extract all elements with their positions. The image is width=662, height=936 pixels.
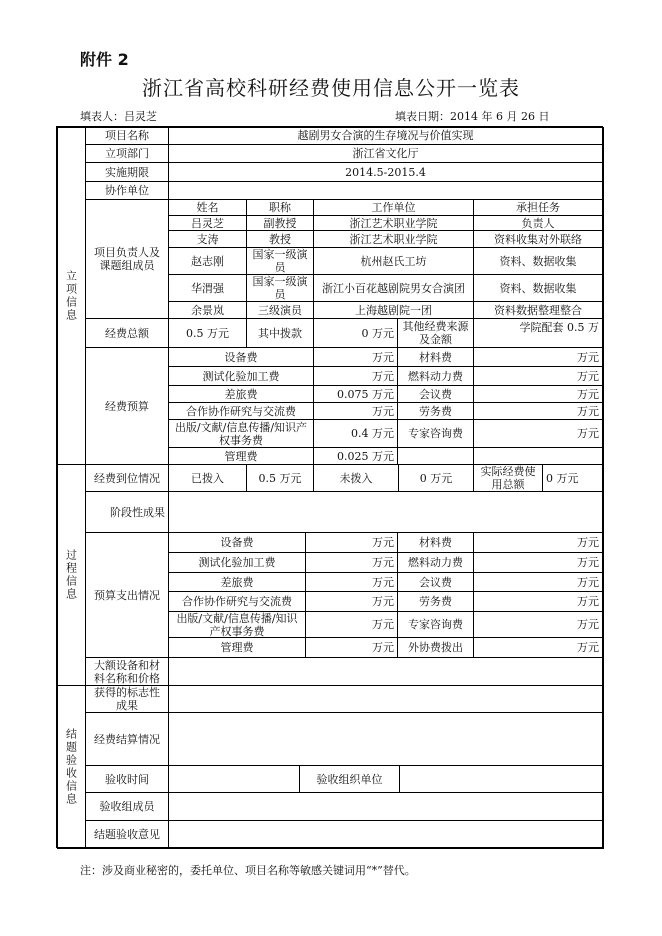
budget-item: 合作协作研究与交流费	[168, 402, 314, 420]
accept-time-label: 验收时间	[85, 765, 169, 793]
budget-item: 测试化验加工费	[168, 366, 314, 386]
member-unit: 浙江艺术职业学院	[313, 215, 474, 231]
member-unit: 浙江艺术职业学院	[313, 230, 474, 248]
section-process	[56, 464, 86, 686]
spend-value: 万元	[305, 572, 398, 592]
members-label: 项目负责人及课题组成员	[85, 199, 169, 319]
total-label: 经费总额	[85, 318, 169, 348]
member-unit: 上海越剧院一团	[313, 301, 474, 319]
budget-value2	[473, 447, 603, 465]
spend-item: 设备费	[168, 532, 306, 553]
members-header-title: 职称	[246, 199, 314, 216]
spend-item2: 材料费	[397, 532, 474, 553]
unallocated-value: 0 万元	[398, 464, 474, 492]
actual-usage-label: 实际经费使用总额	[473, 464, 543, 492]
budget-item2: 材料费	[397, 347, 474, 367]
budget-value: 0.075 万元	[313, 385, 398, 403]
member-task: 资料数据整理整合	[473, 301, 603, 319]
member-name: 华渭强	[168, 274, 247, 302]
members-header-unit: 工作单位	[313, 199, 474, 216]
stage-results-label: 阶段性成果	[85, 491, 169, 533]
spend-value2: 万元	[473, 532, 603, 553]
budget-item: 出版/文献/信息传播/知识产权事务费	[168, 419, 314, 448]
budget-item: 管理费	[168, 447, 314, 465]
budget-item2: 会议费	[397, 385, 474, 403]
spend-item2: 外协费拨出	[397, 637, 474, 658]
budget-item: 差旅费	[168, 385, 314, 403]
spend-item2: 专家咨询费	[397, 611, 474, 638]
spend-label: 预算支出情况	[85, 532, 169, 658]
other-funding-value: 学院配套 0.5 万	[473, 318, 603, 348]
budget-value: 0.4 万元	[313, 419, 398, 448]
spend-item2: 劳务费	[397, 591, 474, 612]
section-completion	[56, 685, 86, 848]
equipment-value	[168, 657, 603, 686]
spend-value: 万元	[305, 591, 398, 612]
member-title: 国家一级演员	[246, 247, 314, 275]
footer-note: 注：涉及商业秘密的，委托单位、项目名称等敏感关键词用“*”替代。	[80, 864, 416, 877]
spend-item2: 燃料动力费	[397, 552, 474, 573]
achievement-label: 获得的标志性成果	[85, 685, 169, 713]
budget-value2: 万元	[473, 402, 603, 420]
spend-value2: 万元	[473, 572, 603, 592]
period-value: 2014.5-2015.4	[168, 162, 603, 182]
fill-date: 填表日期：2014 年 6 月 26 日	[395, 110, 550, 123]
member-title: 副教授	[246, 215, 314, 231]
budget-item2: 专家咨询费	[397, 419, 474, 448]
member-unit: 杭州赵氏工坊	[313, 247, 474, 275]
cooperator-label: 协作单位	[85, 181, 169, 200]
other-funding-label: 其他经费来源及金额	[397, 318, 474, 348]
member-name: 支涛	[168, 230, 247, 248]
accept-members-value	[168, 792, 603, 821]
member-name: 吕灵芝	[168, 215, 247, 231]
budget-value: 万元	[313, 402, 398, 420]
member-unit: 浙江小百花越剧院男女合演团	[313, 274, 474, 302]
stage-results-value	[168, 491, 603, 533]
allocation-value: 0 万元	[313, 318, 398, 348]
spend-item: 管理费	[168, 637, 306, 658]
spend-value2: 万元	[473, 637, 603, 658]
funding-arrival-label: 经费到位情况	[85, 464, 169, 492]
spend-value: 万元	[305, 552, 398, 573]
total-value: 0.5 万元	[168, 318, 247, 348]
section-completion-label: 结题验收信息	[64, 727, 78, 806]
cooperator-value	[168, 181, 603, 200]
opinion-value	[168, 820, 603, 848]
achievement-value	[168, 685, 603, 713]
project-name-label: 项目名称	[85, 126, 169, 145]
project-name-value: 越剧男女合演的生存境况与价值实现	[168, 126, 603, 145]
unallocated-label: 未拨入	[313, 464, 399, 492]
budget-label: 经费预算	[85, 347, 169, 465]
accept-org-value	[399, 765, 603, 793]
settlement-label: 经费结算情况	[85, 712, 169, 766]
department-value: 浙江省文化厅	[168, 144, 603, 163]
filler-name: 填表人：吕灵芝	[80, 110, 157, 123]
budget-item2: 劳务费	[397, 402, 474, 420]
section-initiation	[56, 126, 86, 465]
budget-value2: 万元	[473, 347, 603, 367]
period-label: 实施期限	[85, 162, 169, 182]
allocated-value: 0.5 万元	[246, 464, 314, 492]
members-header-task: 承担任务	[473, 199, 603, 216]
accept-time-value	[168, 765, 300, 793]
spend-value2: 万元	[473, 611, 603, 638]
member-title: 教授	[246, 230, 314, 248]
section-initiation-label: 立项信息	[64, 269, 78, 322]
member-name: 赵志刚	[168, 247, 247, 275]
budget-value2: 万元	[473, 385, 603, 403]
actual-usage-value: 0 万元	[542, 464, 603, 492]
member-title: 三级演员	[246, 301, 314, 319]
department-label: 立项部门	[85, 144, 169, 163]
spend-value2: 万元	[473, 552, 603, 573]
spend-item: 合作协作研究与交流费	[168, 591, 306, 612]
member-task: 资料、数据收集	[473, 247, 603, 275]
member-task: 资料收集对外联络	[473, 230, 603, 248]
accept-members-label: 验收组成员	[85, 792, 169, 821]
members-header-name: 姓名	[168, 199, 247, 216]
opinion-label: 结题验收意见	[85, 820, 169, 848]
spend-item: 测试化验加工费	[168, 552, 306, 573]
spend-value2: 万元	[473, 591, 603, 612]
budget-value: 0.025 万元	[313, 447, 398, 465]
spend-item: 差旅费	[168, 572, 306, 592]
budget-item2	[397, 447, 474, 465]
accept-org-label: 验收组织单位	[299, 765, 400, 793]
allocation-label: 其中拨款	[246, 318, 314, 348]
attachment-number: 附件 2	[80, 50, 129, 69]
budget-value: 万元	[313, 366, 398, 386]
member-task: 负责人	[473, 215, 603, 231]
budget-value: 万元	[313, 347, 398, 367]
settlement-value	[168, 712, 603, 766]
page-title: 浙江省高校科研经费使用信息公开一览表	[142, 76, 520, 100]
section-process-label: 过程信息	[64, 549, 78, 601]
budget-value2: 万元	[473, 366, 603, 386]
budget-value2: 万元	[473, 419, 603, 448]
equipment-label: 大额设备和材料名称和价格	[85, 657, 169, 686]
spend-item: 出版/文献/信息传播/知识产权事务费	[168, 611, 306, 638]
budget-item2: 燃料动力费	[397, 366, 474, 386]
allocated-label: 已拨入	[168, 464, 247, 492]
spend-item2: 会议费	[397, 572, 474, 592]
member-name: 余景岚	[168, 301, 247, 319]
member-title: 国家一级演员	[246, 274, 314, 302]
spend-value: 万元	[305, 611, 398, 638]
budget-item: 设备费	[168, 347, 314, 367]
spend-value: 万元	[305, 637, 398, 658]
member-task: 资料、数据收集	[473, 274, 603, 302]
spend-value: 万元	[305, 532, 398, 553]
